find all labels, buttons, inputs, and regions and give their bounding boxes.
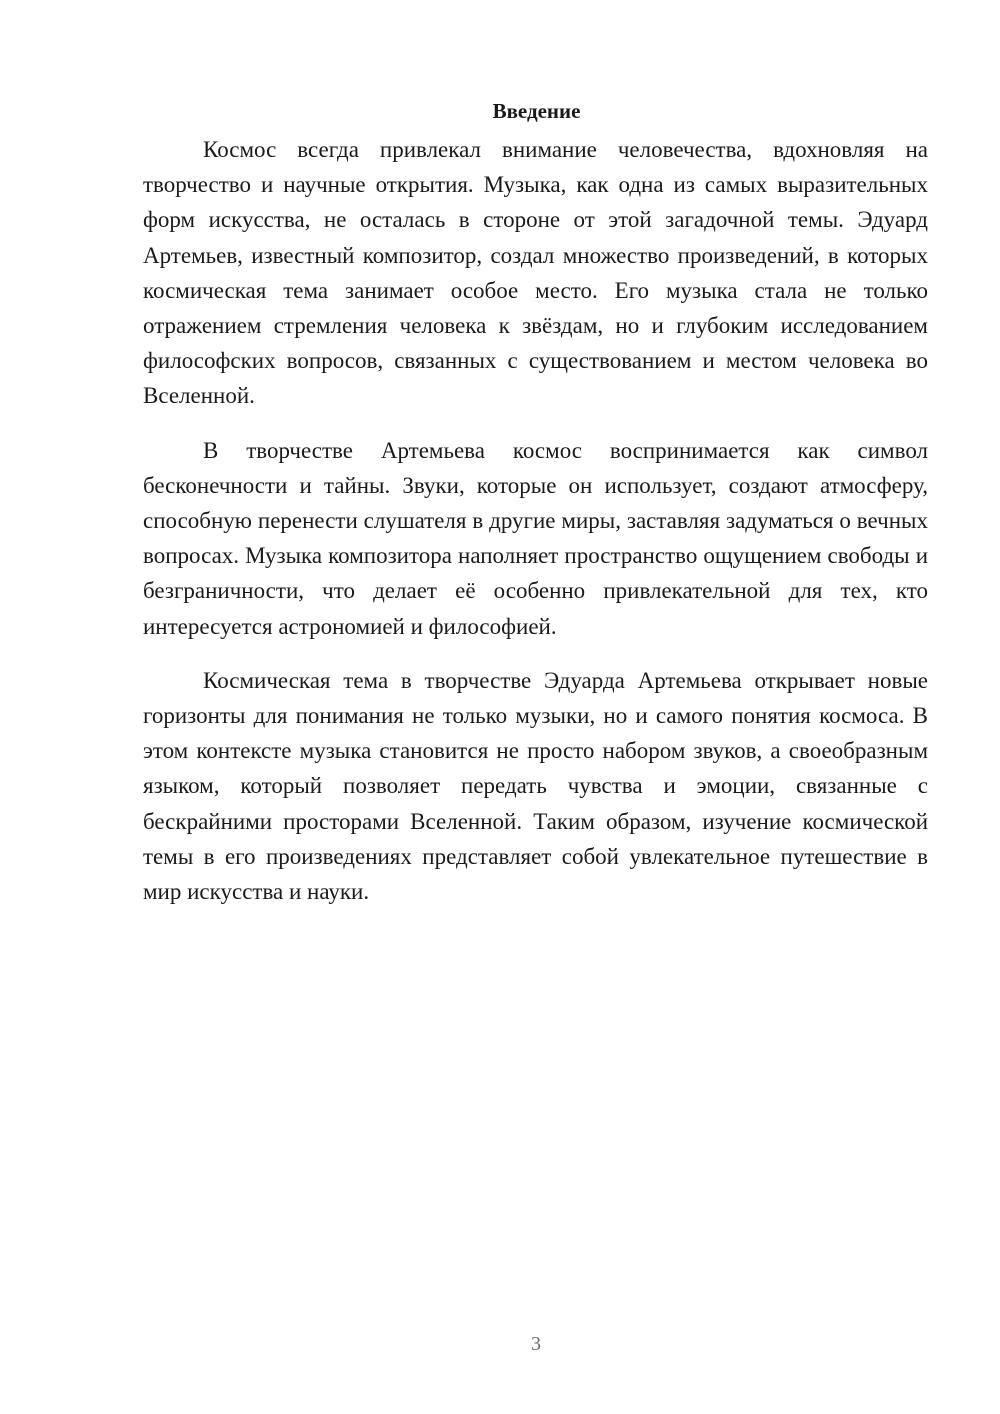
paragraph-2: В творчестве Артемьева космос воспринимается как символ бесконечности и тайны. Звуки, которые он использует, создают атмосферу, способную перенести слушателя в другие миры, заставляя задуматься о вечных вопросах. Музыка композитора наполняет пространство ощущением свободы и безграничности, что делает её особенно привлекательной для тех, кто интересуется астрономией и философией. [143, 437, 928, 639]
page-content [143, 96, 928, 928]
section-heading: Введение [492, 99, 581, 123]
paragraph-1: Космос всегда привлекал внимание человечества, вдохновляя на творчество и научные открытия. Музыка, как одна из самых выразительных форм искусства, не осталась в стороне от этой загадочной темы. Эдуард Артемьев, известный композитор, создал множество произведений, в которых космическая тема занимает особое место. Его музыка стала не только отражением стремления человека к звёздам, но и глубоким исследованием философских вопросов, связанных с существованием и местом человека во Вселенной. [143, 137, 928, 409]
paragraph-3: Космическая тема в творчестве Эдуарда Артемьева открывает новые горизонты для понимания не только музыки, но и самого понятия космоса. В этом контексте музыка становится не просто набором звуков, а своеобразным языком, который позволяет передать чувства и эмоции, связанные с бескрайними просторами Вселенной. Таким образом, изучение космической темы в его произведениях представляет собой увлекательное путешествие в мир искусства и науки. [143, 667, 928, 905]
page-number: 3 [531, 1333, 541, 1355]
